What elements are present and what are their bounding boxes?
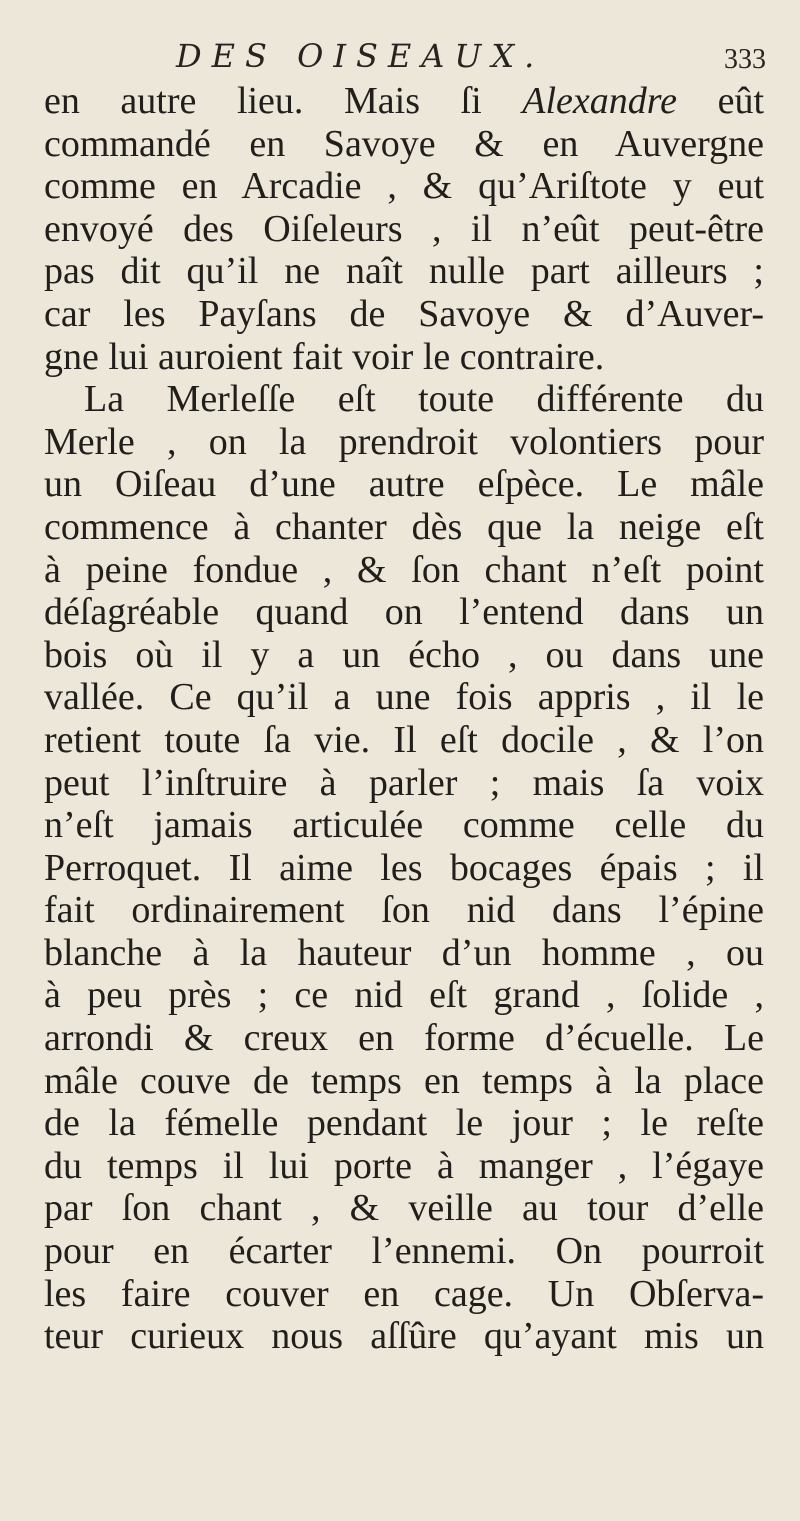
text-line-27: par ſon chant , & veille au tour d’elle <box>44 1187 764 1230</box>
text-line-11: commence à chanter dès que la neige eſt <box>44 505 764 548</box>
italic-name: Alexandre <box>522 80 677 122</box>
text-line-6: car les Payſans de Savoye & d’Auver- <box>44 292 764 335</box>
text-line-13: déſagréable quand on l’entend dans un <box>44 591 764 634</box>
page-number: 333 <box>724 44 766 75</box>
text-line-18: n’eſt jamais articulée comme celle du <box>44 804 764 847</box>
text-line-21: blanche à la hauteur d’un homme , ou <box>44 931 764 974</box>
text-line-22: à peu près ; ce nid eſt grand , ſolide , <box>44 974 764 1017</box>
text-line-30: teur curieux nous aſſûre qu’ayant mis un <box>44 1315 764 1358</box>
text-line-24: mâle couve de temps en temps à la place <box>44 1059 764 1102</box>
body-text <box>44 80 764 1358</box>
text-line-5: pas dit qu’il ne naît nulle part ailleurs ; <box>44 250 764 293</box>
text-line-3: comme en Arcadie , & qu’Ariſtote y eut <box>44 165 764 208</box>
text-line-9: Merle , on la prendroit volontiers pour <box>44 420 764 463</box>
text-line-20: fait ordinairement ſon nid dans l’épine <box>44 889 764 932</box>
text-line-23: arrondi & creux en forme d’écuelle. Le <box>44 1017 764 1060</box>
text-line-16: retient toute ſa vie. Il eſt docile , & l’on <box>44 718 764 761</box>
text-line-1: en autre lieu. Mais ſi Alexandre eût <box>44 80 765 122</box>
text-line-28: pour en écarter l’ennemi. On pourroit <box>44 1230 764 1273</box>
text-line-15: vallée. Ce qu’il a une fois appris , il le <box>44 676 764 719</box>
text-line-10: un Oiſeau d’une autre eſpèce. Le mâle <box>44 463 764 506</box>
text-line-12: à peine fondue , & ſon chant n’eſt point <box>44 548 764 591</box>
text-line-17: peut l’inſtruire à parler ; mais ſa voix <box>44 761 764 804</box>
text-line-7: gne lui auroient fait voir le contraire. <box>44 335 605 378</box>
text-line-14: bois où il y a un écho , ou dans une <box>44 633 764 676</box>
text-line-19: Perroquet. Il aime les bocages épais ; il <box>44 846 764 889</box>
text-line-8: La Merleſſe eſt toute différente du <box>84 378 764 421</box>
text-line-25: de la fémelle pendant le jour ; le reſte <box>44 1102 764 1145</box>
text-line-26: du temps il lui porte à manger , l’égaye <box>44 1144 764 1187</box>
running-head: DES OISEAUX. <box>176 37 545 75</box>
text-line-2: commandé en Savoye & en Auvergne <box>44 122 764 165</box>
text-line-4: envoyé des Oiſeleurs , il n’eût peut-être <box>44 207 764 250</box>
text-line-29: les faire couver en cage. Un Obſerva- <box>44 1272 764 1315</box>
